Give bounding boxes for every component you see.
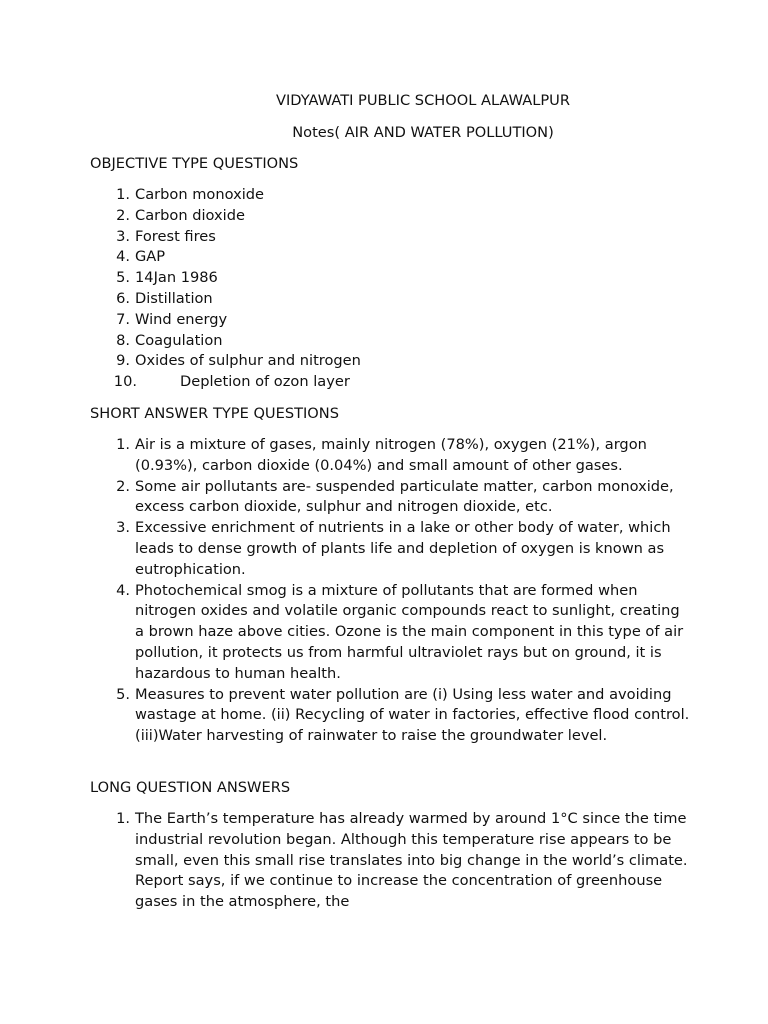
item-text: Depletion of ozon layer (180, 373, 350, 391)
list-item (90, 206, 690, 227)
list-item (90, 518, 690, 580)
item-number: 8. (116, 331, 130, 349)
list-item (90, 372, 690, 393)
item-number: 2. (116, 206, 130, 224)
item-text: 14Jan 1986 (135, 269, 218, 287)
item-text: Some air pollutants are- suspended particulate matter, carbon monoxide, excess carbon dioxide, sulphur and nitrogen dioxide, etc. (135, 477, 674, 516)
list-item (90, 289, 690, 310)
list-item (90, 247, 690, 268)
objective-list (90, 185, 690, 393)
list-item (90, 310, 690, 331)
list-item (90, 435, 690, 477)
item-number: 6. (116, 289, 130, 307)
item-number: 4. (116, 581, 130, 599)
item-text: Carbon dioxide (135, 206, 245, 224)
item-number: 5. (116, 685, 130, 703)
item-text: Distillation (135, 289, 213, 307)
long-answer-heading: LONG QUESTION ANSWERS (90, 779, 291, 796)
item-text: Air is a mixture of gases, mainly nitrogen (78%), oxygen (21%), argon (0.93%), carbon dioxide (0.04%) and small amount of other gases. (135, 436, 647, 474)
item-number: 1. (116, 436, 130, 453)
long-answer-list (90, 809, 690, 913)
item-text: Photochemical smog is a mixture of pollutants that are formed when nitrogen oxides and volatile organic compounds react to sunlight, creating a brown haze above cities. Ozone is the main component in this type of air pollution, it protects us from harmful ultraviolet rays but on ground, it is hazardous to human health. (135, 581, 684, 682)
list-item (90, 331, 690, 352)
list-item (90, 581, 690, 685)
list-item (90, 809, 690, 913)
item-number: 1. (116, 810, 130, 827)
list-item (90, 685, 690, 747)
short-answer-list (90, 435, 690, 747)
item-number: 9. (116, 352, 130, 370)
item-number: 1. (116, 186, 130, 203)
item-text: Excessive enrichment of nutrients in a lake or other body of water, which leads to dense growth of plants life and depletion of oxygen is known as eutrophication. (135, 519, 671, 578)
list-item (90, 477, 690, 519)
list-item (90, 185, 690, 206)
item-number: 3. (116, 227, 130, 245)
item-number: 2. (116, 477, 130, 495)
item-text: Forest fires (135, 227, 216, 245)
list-item (90, 351, 690, 372)
short-answer-heading: SHORT ANSWER TYPE QUESTIONS (90, 405, 339, 422)
list-item (90, 268, 690, 289)
list-item (90, 227, 690, 248)
item-text: Oxides of sulphur and nitrogen (135, 352, 361, 370)
item-number: 4. (116, 248, 130, 266)
item-text: Measures to prevent water pollution are (i) Using less water and avoiding wastage at home. (ii) Recycling of water in factories, effective flood control. (iii)Water harvesting of rainwater to raise the groundwater level. (135, 685, 690, 745)
item-number: 5. (116, 269, 130, 287)
item-number: 3. (116, 519, 130, 537)
objective-heading: OBJECTIVE TYPE QUESTIONS (90, 155, 299, 172)
item-number: 7. (116, 310, 130, 328)
item-number: 10. (113, 373, 137, 391)
item-text: Wind energy (135, 310, 228, 328)
item-text: GAP (135, 248, 166, 266)
item-text: Coagulation (135, 331, 223, 349)
item-text: Carbon monoxide (135, 186, 265, 203)
notes-title: Notes( AIR AND WATER POLLUTION) (292, 124, 554, 141)
school-name: VIDYAWATI PUBLIC SCHOOL ALAWALPUR (276, 92, 570, 109)
item-text: The Earth’s temperature has already warmed by around 1°C since the time industrial revolution began. Although this temperature rise appears to be small, even this small rise translates into big change in the world’s climate. Report says, if we continue to increase the concentration of greenhouse gases in the atmosphere, the (135, 810, 688, 911)
